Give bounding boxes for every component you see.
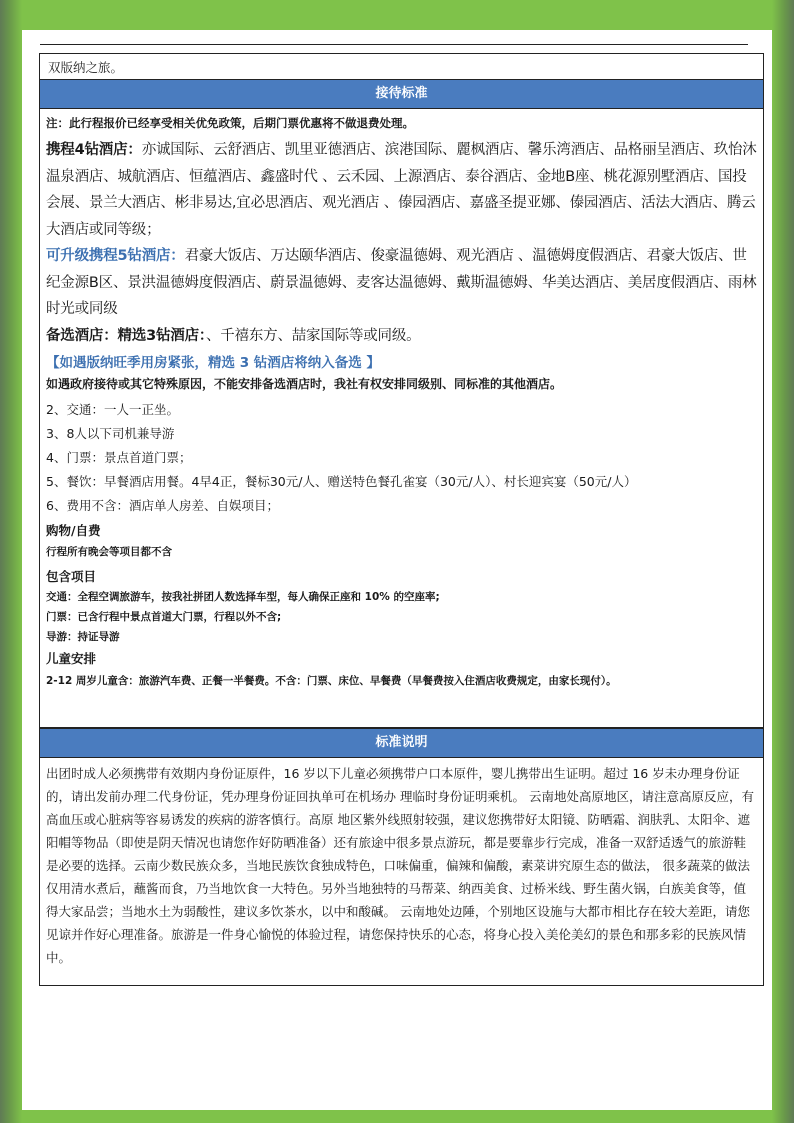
child-text: 2-12 周岁儿童含：旅游汽车费、正餐一半餐费。不含：门票、床位、早餐费（早餐费按入住酒店收费规定，由家长现付）。 [46, 675, 617, 687]
top-rule [40, 44, 748, 45]
standard-description-box [39, 728, 764, 986]
backup-list: 、千禧东方、喆家国际等或同级。 [205, 327, 421, 344]
hotel5-list: 君豪大饭店、万达颐华酒店、俊豪温德姆、观光酒店 、温德姆度假酒店、君豪大饭店、世纪金源B区、景洪温德姆度假酒店、蔚景温德姆、麦客达温德姆、戴斯温德姆、华美达酒店、美居度假酒店、雨林时光或同级 [46, 248, 757, 317]
intro-text: 双版纳之旅。 [40, 54, 763, 80]
include-line: 交通：全程空调旅游车，按我社拼团人数选择车型，每人确保正座和 10% 的空座率; [46, 591, 440, 603]
section-header-reception: 接待标准 [40, 80, 763, 109]
backup-label: 备选酒店：精选3钻酒店： [46, 327, 206, 344]
list-item: 6、费用不含：酒店单人房差、自娱项目； [46, 498, 279, 513]
include-line: 导游：持证导游 [46, 631, 120, 643]
hotel4-paragraph [46, 137, 757, 243]
discount-note: 注：此行程报价已经享受相关优免政策，后期门票优惠将不做退费处理。 [46, 116, 414, 130]
child-title: 儿童安排 [46, 651, 97, 666]
description-text: 出团时成人必须携带有效期内身份证原件，16 岁以下儿童必须携带户口本原件，婴儿携带出生证明。超过 16 岁未办理身份证的，请出发前办理二代身份证，凭办理身份证回执单可在机场办 理临时身份证明乘机。 云南地处高原地区，请注意高原反应，有高血压或心脏病等容易诱发的疾病的游客慎行。高原 地区紫外线照射较强，建议您携带好太阳镜、防晒霜、润肤乳、太阳伞、遮阳帽等物品（即使是阴天情况也请您作好防晒准备）还有旅途中很多景点游玩，都是要靠步行完成，准备一双舒适透气的旅游鞋是必要的选择。云南少数民族众多，当地民族饮食独成特色，口味偏重，偏辣和偏酸，素菜讲究原生态的做法， 很多蔬菜的做法仅用清水煮后，蘸酱而食，乃当地饮食一大特色。另外当地独特的马帮菜、纳西美食、过桥米线、野生菌火锅，白族美食等，值得大家品尝；当地水土为弱酸性，建议多饮茶水，以中和酸碱。 云南地处边陲，个别地区设施与大都市相比存在较大差距，请您见谅并作好心理准备。旅游是一件身心愉悦的体验过程，请您保持快乐的心态，将身心投入美伦美幻的景色和那多彩的民族风情中。 [46, 766, 754, 965]
hotel5-label: 可升级携程5钻酒店： [46, 248, 185, 264]
backup-hotel-paragraph [46, 323, 757, 350]
reception-content [40, 109, 763, 692]
list-item: 4、门票：景点首道门票； [46, 450, 192, 465]
section-header-description: 标准说明 [40, 729, 763, 758]
hotel4-list: 亦诚国际、云舒酒店、凯里亚德酒店、滨港国际、麗枫酒店、馨乐湾酒店、品格丽呈酒店、玖怡沐温泉酒店、城航酒店、恒蕴酒店、鑫盛时代 、云禾园、上源酒店、泰谷酒店、金地B座、桃花源别墅酒店、国投会展、景兰大酒店、彬非易达,宜必思酒店、观光酒店 、傣园酒店、嘉盛圣提亚娜、傣园酒店、活法大酒店、腾云大酒店或同等级； [46, 142, 757, 238]
hotel5-paragraph [46, 243, 757, 323]
peak-season-note: 【如遇版纳旺季用房紧张，精选 3 钻酒店将纳入备选 】 [46, 355, 380, 371]
include-line: 门票：已含行程中景点首道大门票，行程以外不含; [46, 611, 282, 623]
reception-standard-box [39, 53, 764, 728]
government-note: 如遇政府接待或其它特殊原因，不能安排备选酒店时，我社有权安排同级别、同标准的其他酒店。 [46, 377, 563, 391]
list-item: 5、餐饮：早餐酒店用餐。4早4正，餐标30元/人、赠送特色餐孔雀宴（30元/人）、村长迎宾宴（50元/人） [46, 474, 637, 489]
include-title: 包含项目 [46, 569, 97, 584]
hotel4-label: 携程4钻酒店： [46, 142, 142, 158]
shopping-title: 购物/自费 [46, 523, 101, 538]
list-item: 2、交通：一人一正坐。 [46, 402, 179, 417]
document-page [22, 30, 772, 1110]
shopping-text: 行程所有晚会等项目都不含 [46, 546, 172, 558]
list-item: 3、8人以下司机兼导游 [46, 426, 175, 441]
